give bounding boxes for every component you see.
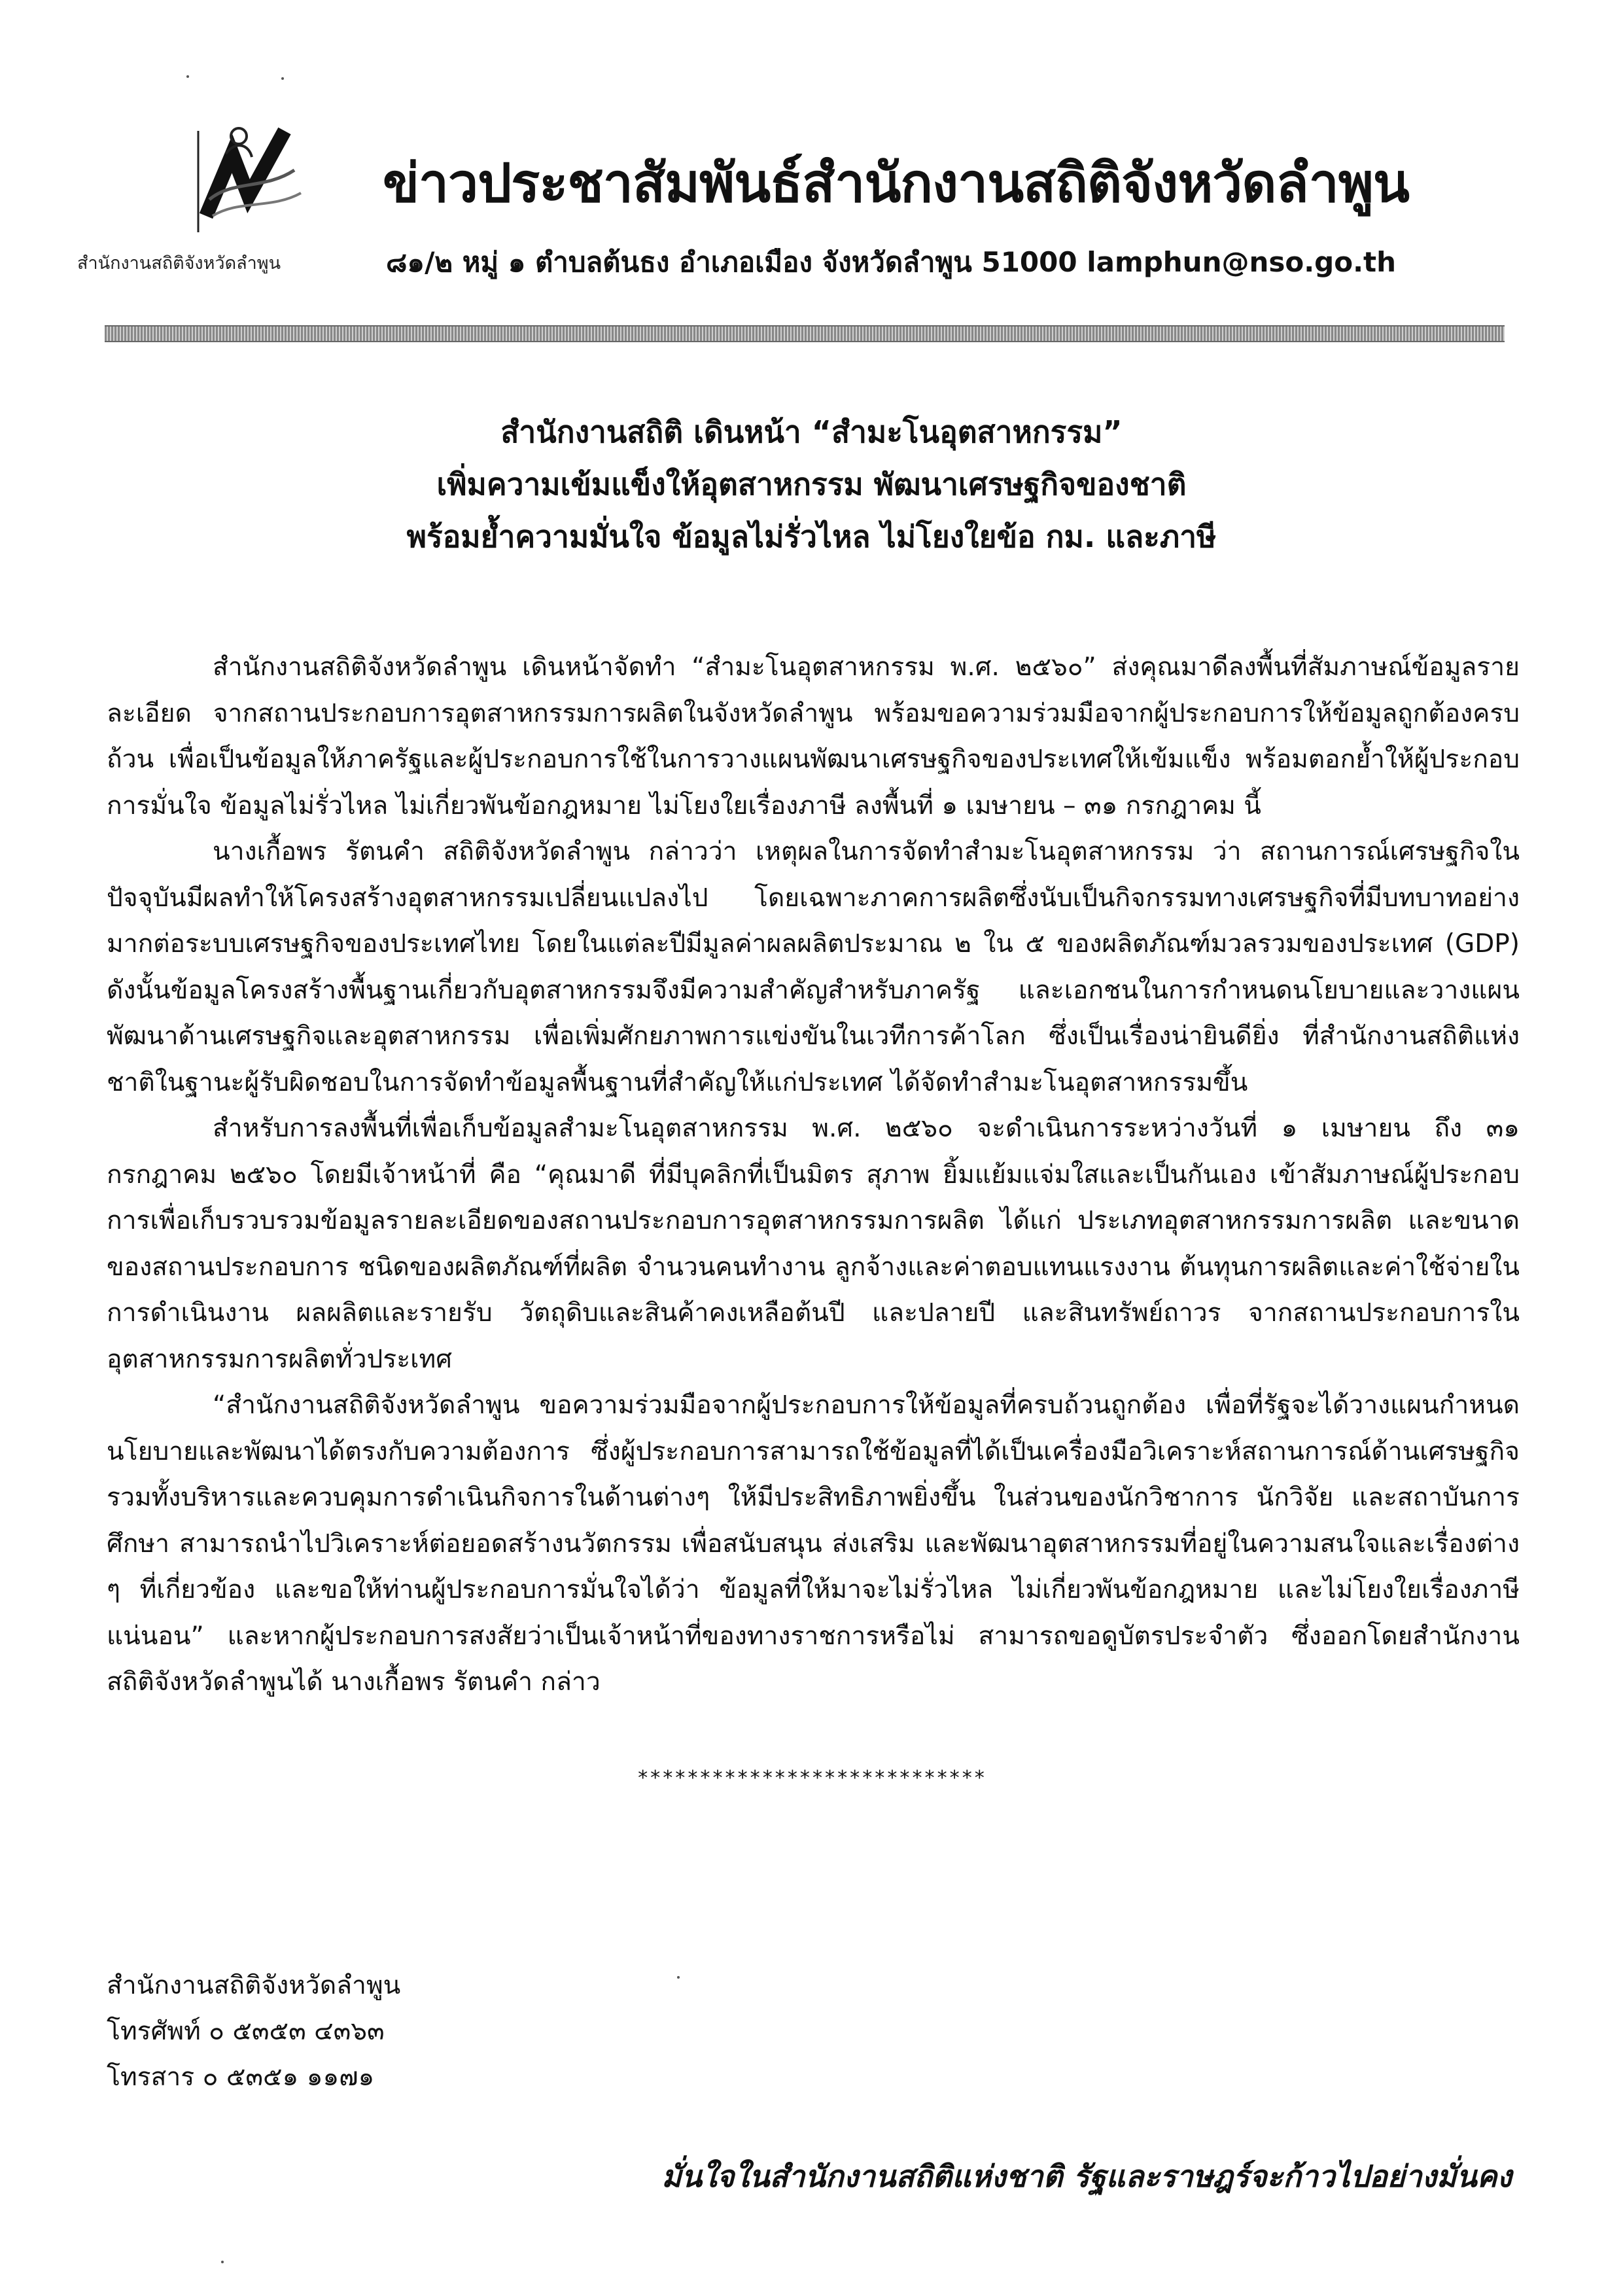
end-separator: **************************** (637, 1767, 986, 1790)
contact-office: สำนักงานสถิติจังหวัดลำพูน (107, 1971, 401, 2000)
logo-caption: สำนักงานสถิติจังหวัดลำพูน (77, 253, 281, 274)
headline-line-3: พร้อมย้ำความมั่นใจ ข้อมูลไม่รั่วไหล ไม่โยงใยข้อ กม. และภาษี (406, 519, 1217, 554)
headline-line-2: เพิ่มความเข้มแข็งให้อุตสาหกรรม พัฒนาเศรษฐกิจของชาติ (436, 467, 1187, 502)
press-release-body (107, 645, 1520, 1706)
scan-speck (677, 1976, 680, 1979)
scan-speck (281, 77, 284, 80)
letterhead-title: ข่าวประชาสัมพันธ์สำนักงานสถิติจังหวัดลำพูน (383, 152, 1409, 215)
body-paragraph-4: “สำนักงานสถิติจังหวัดลำพูน ขอความร่วมมือจากผู้ประกอบการให้ข้อมูลที่ครบถ้วนถูกต้อง เพื่อที่รัฐจะได้วางแผนกำหนดนโยบายและพัฒนาได้ตรงกับความต้องการ ซึ่งผู้ประกอบการสามารถใช้ข้อมูลที่ได้เป็นเครื่องมือวิเคราะห์สถานการณ์ด้านเศรษฐกิจ รวมทั้งบริหารและควบคุมการดำเนินกิจการในด้านต่างๆ ให้มีประสิทธิภาพยิ่งขึ้น ในส่วนของนักวิชาการ นักวิจัย และสถาบันการศึกษา สามารถนำไปวิเคราะห์ต่อยอดสร้างนวัตกรรม เพื่อสนับสนุน ส่งเสริม และพัฒนาอุตสาหกรรมที่อยู่ในความสนใจและเรื่องต่าง ๆ ที่เกี่ยวข้อง และขอให้ท่านผู้ประกอบการมั่นใจได้ว่า ข้อมูลที่ให้มาจะไม่รั่วไหล ไม่เกี่ยวพันข้อกฎหมาย และไม่โยงใยเรื่องภาษีแน่นอน” และหากผู้ประกอบการสงสัยว่าเป็นเจ้าหน้าที่ของทางราชการหรือไม่ สามารถขอดูบัตรประจำตัว ซึ่งออกโดยสำนักงานสถิติจังหวัดลำพูนได้ นางเกื้อพร รัตนคำ กล่าว (107, 1390, 1520, 1697)
letterhead-address: ๘๑/๒ หมู่ ๑ ตำบลต้นธง อำเภอเมือง จังหวัดลำพูน 51000 lamphun@nso.go.th (386, 246, 1397, 278)
footer-slogan: มั่นใจในสำนักงานสถิติแห่งชาติ รัฐและราษฎร์จะก้าวไปอย่างมั่นคง (661, 2159, 1512, 2194)
contact-fax: โทรสาร ๐ ๕๓๕๑ ๑๑๗๑ (107, 2062, 375, 2092)
headline-line-1: สำนักงานสถิติ เดินหน้า “สำมะโนอุตสาหกรรม” (500, 414, 1123, 450)
body-paragraph-1: สำนักงานสถิติจังหวัดลำพูน เดินหน้าจัดทำ “สำมะโนอุตสาหกรรม พ.ศ. ๒๕๖๐” ส่งคุณมาดีลงพื้นที่สัมภาษณ์ข้อมูลรายละเอียด จากสถานประกอบการอุตสาหกรรมการผลิตในจังหวัดลำพูน พร้อมขอความร่วมมือจากผู้ประกอบการให้ข้อมูลถูกต้องครบถ้วน เพื่อเป็นข้อมูลให้ภาครัฐและผู้ประกอบการใช้ในการวางแผนพัฒนาเศรษฐกิจของประเทศให้เข้มแข็ง พร้อมตอกย้ำให้ผู้ประกอบการมั่นใจ ข้อมูลไม่รั่วไหล ไม่เกี่ยวพันข้อกฎหมาย ไม่โยงใยเรื่องภาษี ลงพื้นที่ ๑ เมษายน – ๓๑ กรกฎาคม นี้ (107, 652, 1520, 821)
body-paragraph-2: นางเกื้อพร รัตนคำ สถิติจังหวัดลำพูน กล่าวว่า เหตุผลในการจัดทำสำมะโนอุตสาหกรรม ว่า สถานการณ์เศรษฐกิจในปัจจุบันมีผลทำให้โครงสร้างอุตสาหกรรมเปลี่ยนแปลงไป โดยเฉพาะภาคการผลิตซึ่งนับเป็นกิจกรรมทางเศรษฐกิจที่มีบทบาทอย่างมากต่อระบบเศรษฐกิจของประเทศไทย โดยในแต่ละปีมีมูลค่าผลผลิตประมาณ ๒ ใน ๕ ของผลิตภัณฑ์มวลรวมของประเทศ (GDP) ดังนั้นข้อมูลโครงสร้างพื้นฐานเกี่ยวกับอุตสาหกรรมจึงมีความสำคัญสำหรับภาครัฐ และเอกชนในการกำหนดนโยบายและวางแผนพัฒนาด้านเศรษฐกิจและอุตสาหกรรม เพื่อเพิ่มศักยภาพการแข่งขันในเวทีการค้าโลก ซึ่งเป็นเรื่องน่ายินดียิ่ง ที่สำนักงานสถิติแห่งชาติในฐานะผู้รับผิดชอบในการจัดทำข้อมูลพื้นฐานที่สำคัญให้แก่ประเทศ ได้จัดทำสำมะโนอุตสาหกรรมขึ้น (107, 837, 1520, 1097)
contact-block (107, 1963, 400, 2100)
nso-logo (186, 118, 311, 242)
contact-phone: โทรศัพท์ ๐ ๕๓๕๓ ๔๓๖๓ (107, 2017, 385, 2046)
press-release-headline (0, 406, 1623, 563)
scan-speck (186, 75, 189, 78)
header-divider (105, 325, 1505, 342)
scan-speck (221, 2261, 224, 2263)
body-paragraph-3: สำหรับการลงพื้นที่เพื่อเก็บข้อมูลสำมะโนอุตสาหกรรม พ.ศ. ๒๕๖๐ จะดำเนินการระหว่างวันที่ ๑ เมษายน ถึง ๓๑ กรกฎาคม ๒๕๖๐ โดยมีเจ้าหน้าที่ คือ “คุณมาดี ที่มีบุคลิกที่เป็นมิตร สุภาพ ยิ้มแย้มแจ่มใสและเป็นกันเอง เข้าสัมภาษณ์ผู้ประกอบการเพื่อเก็บรวบรวมข้อมูลรายละเอียดของสถานประกอบการอุตสาหกรรมการผลิต ได้แก่ ประเภทอุตสาหกรรมการผลิต และขนาดของสถานประกอบการ ชนิดของผลิตภัณฑ์ที่ผลิต จำนวนคนทำงาน ลูกจ้างและค่าตอบแทนแรงงาน ต้นทุนการผลิตและค่าใช้จ่ายในการดำเนินงาน ผลผลิตและรายรับ วัตถุดิบและสินค้าคงเหลือต้นปี และปลายปี และสินทรัพย์ถาวร จากสถานประกอบการในอุตสาหกรรมการผลิตทั่วประเทศ (107, 1114, 1520, 1374)
nso-logo-icon (186, 118, 311, 242)
